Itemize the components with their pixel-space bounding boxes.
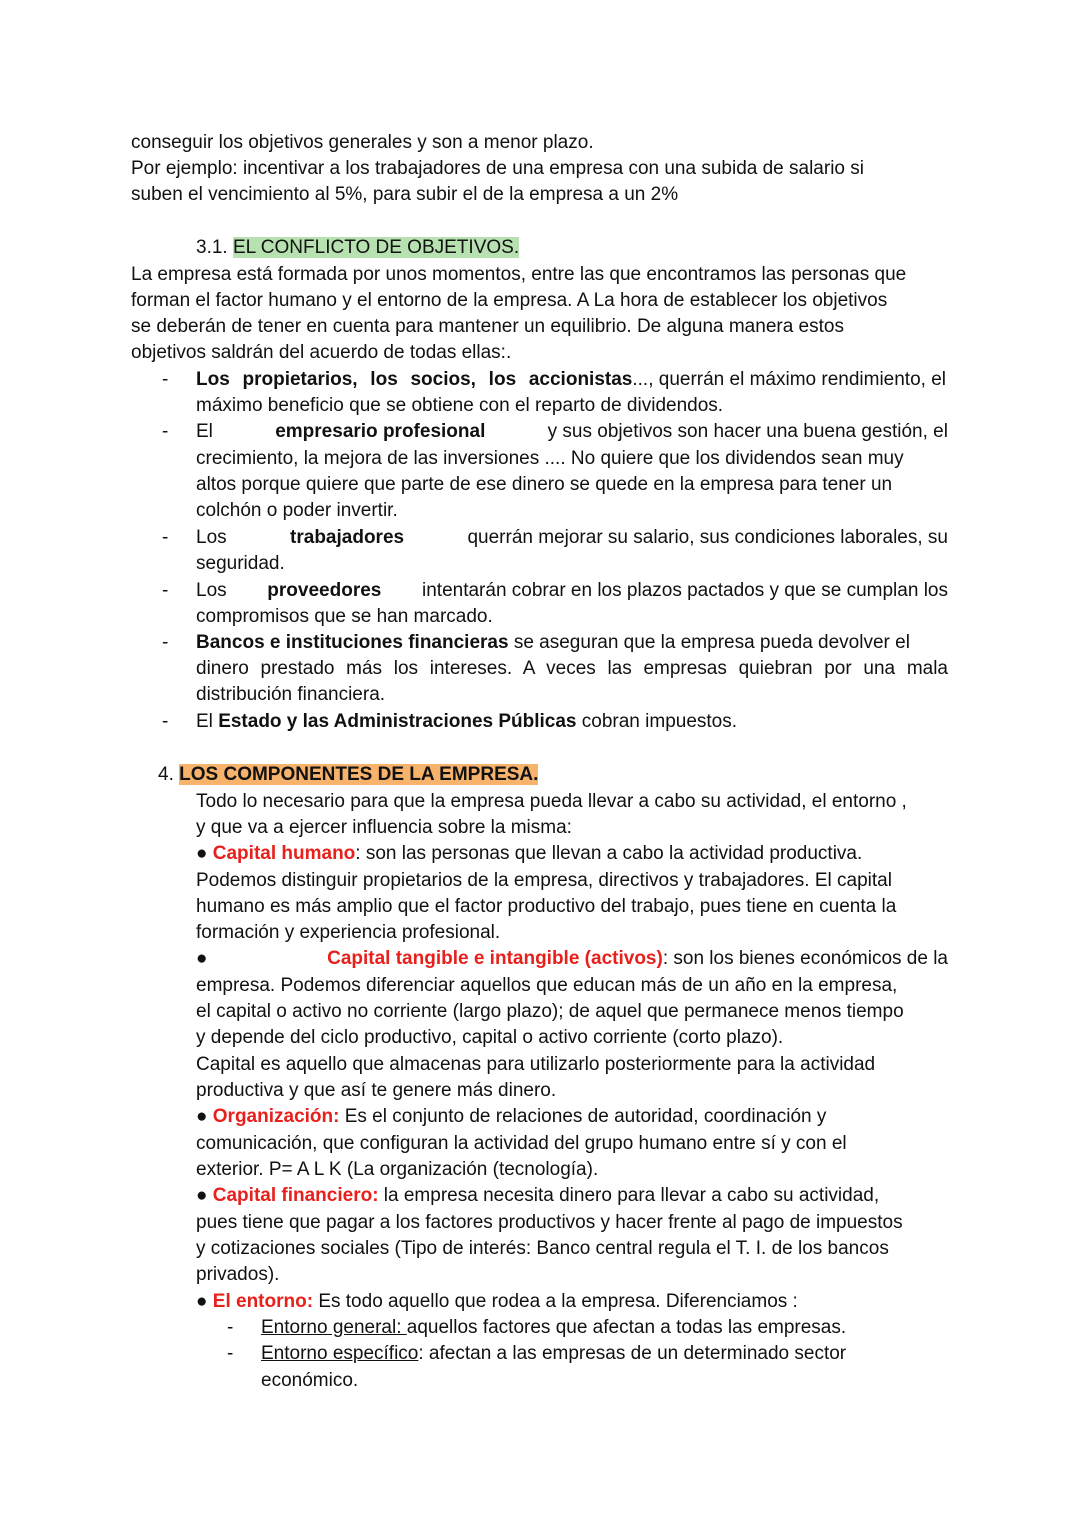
- organizacion-line-3: exterior. P= A L K (La organización (tecnología).: [196, 1159, 599, 1180]
- capital-tangible-line-4: y depende del ciclo productivo, capital o activo corriente (corto plazo).: [196, 1027, 784, 1048]
- bullet-empresario: [196, 419, 948, 445]
- section-4-heading: [158, 762, 538, 788]
- bullet-dot: ●: [196, 1106, 208, 1127]
- bullet-estado-rest: cobran impuestos.: [581, 711, 738, 732]
- section-3-1-number: 3.1.: [196, 237, 228, 258]
- section-4-number: 4.: [158, 764, 174, 785]
- list-dash: -: [162, 632, 169, 653]
- bullet-bancos-line-2: dinero prestado más los intereses. A veces las empresas quiebran por una mala: [196, 658, 948, 679]
- section-4-title: LOS COMPONENTES DE LA EMPRESA.: [179, 764, 539, 785]
- item-capital-financiero: [196, 1183, 879, 1209]
- bullet-empresario-word: El: [196, 421, 213, 442]
- capital-humano-rest: : son las personas que llevan a cabo la actividad productiva.: [355, 843, 863, 864]
- bullet-bancos-line-2-wrap: [196, 656, 948, 682]
- capital-humano-line-3: humano es más amplio que el factor productivo del trabajo, pues tiene en cuenta la: [196, 896, 897, 917]
- item-capital-humano: [196, 841, 862, 867]
- organizacion-rest: Es el conjunto de relaciones de autoridad, coordinación y: [344, 1106, 827, 1127]
- capital-humano-line-2: Podemos distinguir propietarios de la empresa, directivos y trabajadores. El capital: [196, 870, 892, 891]
- capital-humano-line-4: formación y experiencia profesional.: [196, 922, 501, 943]
- entorno-especifico-line-2: económico.: [261, 1370, 359, 1391]
- s4-intro-line-2: y que va a ejercer influencia sobre la misma:: [196, 817, 572, 838]
- capital-financiero-line-2: pues tiene que pagar a los factores productivos y hacer frente al pago de impuestos: [196, 1212, 903, 1233]
- entorno-title: El entorno:: [212, 1291, 314, 1312]
- entorno-general-label: Entorno general:: [261, 1317, 402, 1338]
- bullet-proveedores-rest: intentarán cobrar en los plazos pactados y que se cumplan los: [422, 580, 948, 601]
- s31-paragraph-line-1: La empresa está formada por unos momentos, entre las que encontramos las personas que: [131, 264, 907, 285]
- bullet-bancos: [196, 630, 910, 656]
- entorno-especifico-rest: : afectan a las empresas de un determinado sector: [418, 1343, 847, 1364]
- item-organizacion: [196, 1104, 826, 1130]
- bullet-trabajadores-word: Los: [196, 527, 227, 548]
- bullet-empresario-line-3: altos porque quiere que parte de ese dinero se quede en la empresa para tener un: [196, 474, 893, 495]
- list-dash: -: [227, 1343, 234, 1364]
- bullet-empresario-rest: y sus objetivos son hacer una buena gestión, el: [547, 421, 948, 442]
- entorno-especifico: [261, 1341, 948, 1367]
- bullet-dot: ●: [196, 1291, 208, 1312]
- section-3-1-heading: [196, 235, 519, 261]
- bullet-estado-bold: Estado y las Administraciones Públicas: [218, 711, 577, 732]
- bullet-estado: [196, 709, 737, 735]
- section-3-1-title: EL CONFLICTO DE OBJETIVOS.: [232, 237, 520, 258]
- bullet-trabajadores-rest: querrán mejorar su salario, sus condiciones laborales, su: [467, 527, 948, 548]
- capital-financiero-rest: la empresa necesita dinero para llevar a cabo su actividad,: [383, 1185, 880, 1206]
- bullet-bancos-bold: Bancos e instituciones financieras: [196, 632, 509, 653]
- bullet-proveedores: [196, 578, 948, 604]
- bullet-trabajadores-line-2: seguridad.: [196, 553, 285, 574]
- bullet-trabajadores: [196, 525, 948, 551]
- capital-tangible-title: Capital tangible e intangible (activos): [327, 948, 663, 969]
- bullet-proveedores-bold: proveedores: [267, 580, 382, 601]
- bullet-bancos-line-3: distribución financiera.: [196, 684, 386, 705]
- capital-tangible-rest: : son los bienes económicos de la: [662, 948, 948, 969]
- capital-tangible-line-2: empresa. Podemos diferenciar aquellos que educan más de un año en la empresa,: [196, 975, 898, 996]
- entorno-general: [261, 1315, 846, 1341]
- list-dash: -: [227, 1317, 234, 1338]
- capital-financiero-line-4: privados).: [196, 1264, 280, 1285]
- organizacion-title: Organización:: [212, 1106, 340, 1127]
- capital-tangible-line-6: productiva y que así te genere más dinero.: [196, 1080, 557, 1101]
- item-entorno: [196, 1289, 798, 1315]
- bullet-dot: ●: [196, 948, 208, 969]
- capital-tangible-line-3: el capital o activo no corriente (largo plazo); de aquel que permanece menos tiempo: [196, 1001, 904, 1022]
- s31-paragraph-line-3: se deberán de tener en cuenta para mantener un equilibrio. De alguna manera estos: [131, 316, 844, 337]
- organizacion-line-2: comunicación, que configuran la actividad del grupo humano entre sí y con el: [196, 1133, 847, 1154]
- bullet-dot: ●: [196, 843, 208, 864]
- bullet-propietarios: [196, 367, 946, 393]
- bullet-empresario-line-4: colchón o poder invertir.: [196, 500, 398, 521]
- bullet-bancos-rest: se aseguran que la empresa pueda devolver el: [513, 632, 910, 653]
- item-capital-tangible: [196, 946, 948, 972]
- list-dash: -: [162, 421, 169, 442]
- bullet-estado-word: El: [196, 711, 213, 732]
- bullet-propietarios-line-2: máximo beneficio que se obtiene con el reparto de dividendos.: [196, 395, 724, 416]
- bullet-propietarios-bold: Los propietarios, los socios, los accionistas: [196, 369, 633, 390]
- capital-humano-title: Capital humano: [212, 843, 356, 864]
- list-dash: -: [162, 580, 169, 601]
- bullet-propietarios-rest: ..., querrán el máximo rendimiento, el: [632, 369, 946, 390]
- capital-financiero-line-3: y cotizaciones sociales (Tipo de interés: Banco central regula el T. I. de los bancos: [196, 1238, 889, 1259]
- capital-tangible-line-5: Capital es aquello que almacenas para utilizarlo posteriormente para la actividad: [196, 1054, 876, 1075]
- bullet-dot: ●: [196, 1185, 208, 1206]
- bullet-empresario-bold: empresario profesional: [275, 421, 486, 442]
- list-dash: -: [162, 527, 169, 548]
- s31-paragraph-line-2: forman el factor humano y el entorno de la empresa. A La hora de establecer los objetivos: [131, 290, 888, 311]
- intro-line-1: conseguir los objetivos generales y son a menor plazo.: [131, 132, 594, 153]
- s31-paragraph-line-4: objetivos saldrán del acuerdo de todas ellas:.: [131, 342, 512, 363]
- bullet-empresario-line-2: crecimiento, la mejora de las inversiones .... No quiere que los dividendos sean muy: [196, 448, 904, 469]
- list-dash: -: [162, 711, 169, 732]
- capital-financiero-title: Capital financiero:: [212, 1185, 379, 1206]
- entorno-rest: Es todo aquello que rodea a la empresa. Diferenciamos :: [318, 1291, 798, 1312]
- list-dash: -: [162, 369, 169, 390]
- entorno-general-rest: aquellos factores que afectan a todas las empresas.: [406, 1317, 847, 1338]
- bullet-proveedores-word: Los: [196, 580, 227, 601]
- bullet-trabajadores-bold: trabajadores: [290, 527, 405, 548]
- bullet-proveedores-line-2: compromisos que se han marcado.: [196, 606, 493, 627]
- s4-intro-line-1: Todo lo necesario para que la empresa pueda llevar a cabo su actividad, el entorno ,: [196, 791, 907, 812]
- entorno-especifico-label: Entorno específico: [261, 1343, 419, 1364]
- intro-line-2: Por ejemplo: incentivar a los trabajadores de una empresa con una subida de salario si: [131, 158, 864, 179]
- intro-line-3: suben el vencimiento al 5%, para subir el de la empresa a un 2%: [131, 184, 679, 205]
